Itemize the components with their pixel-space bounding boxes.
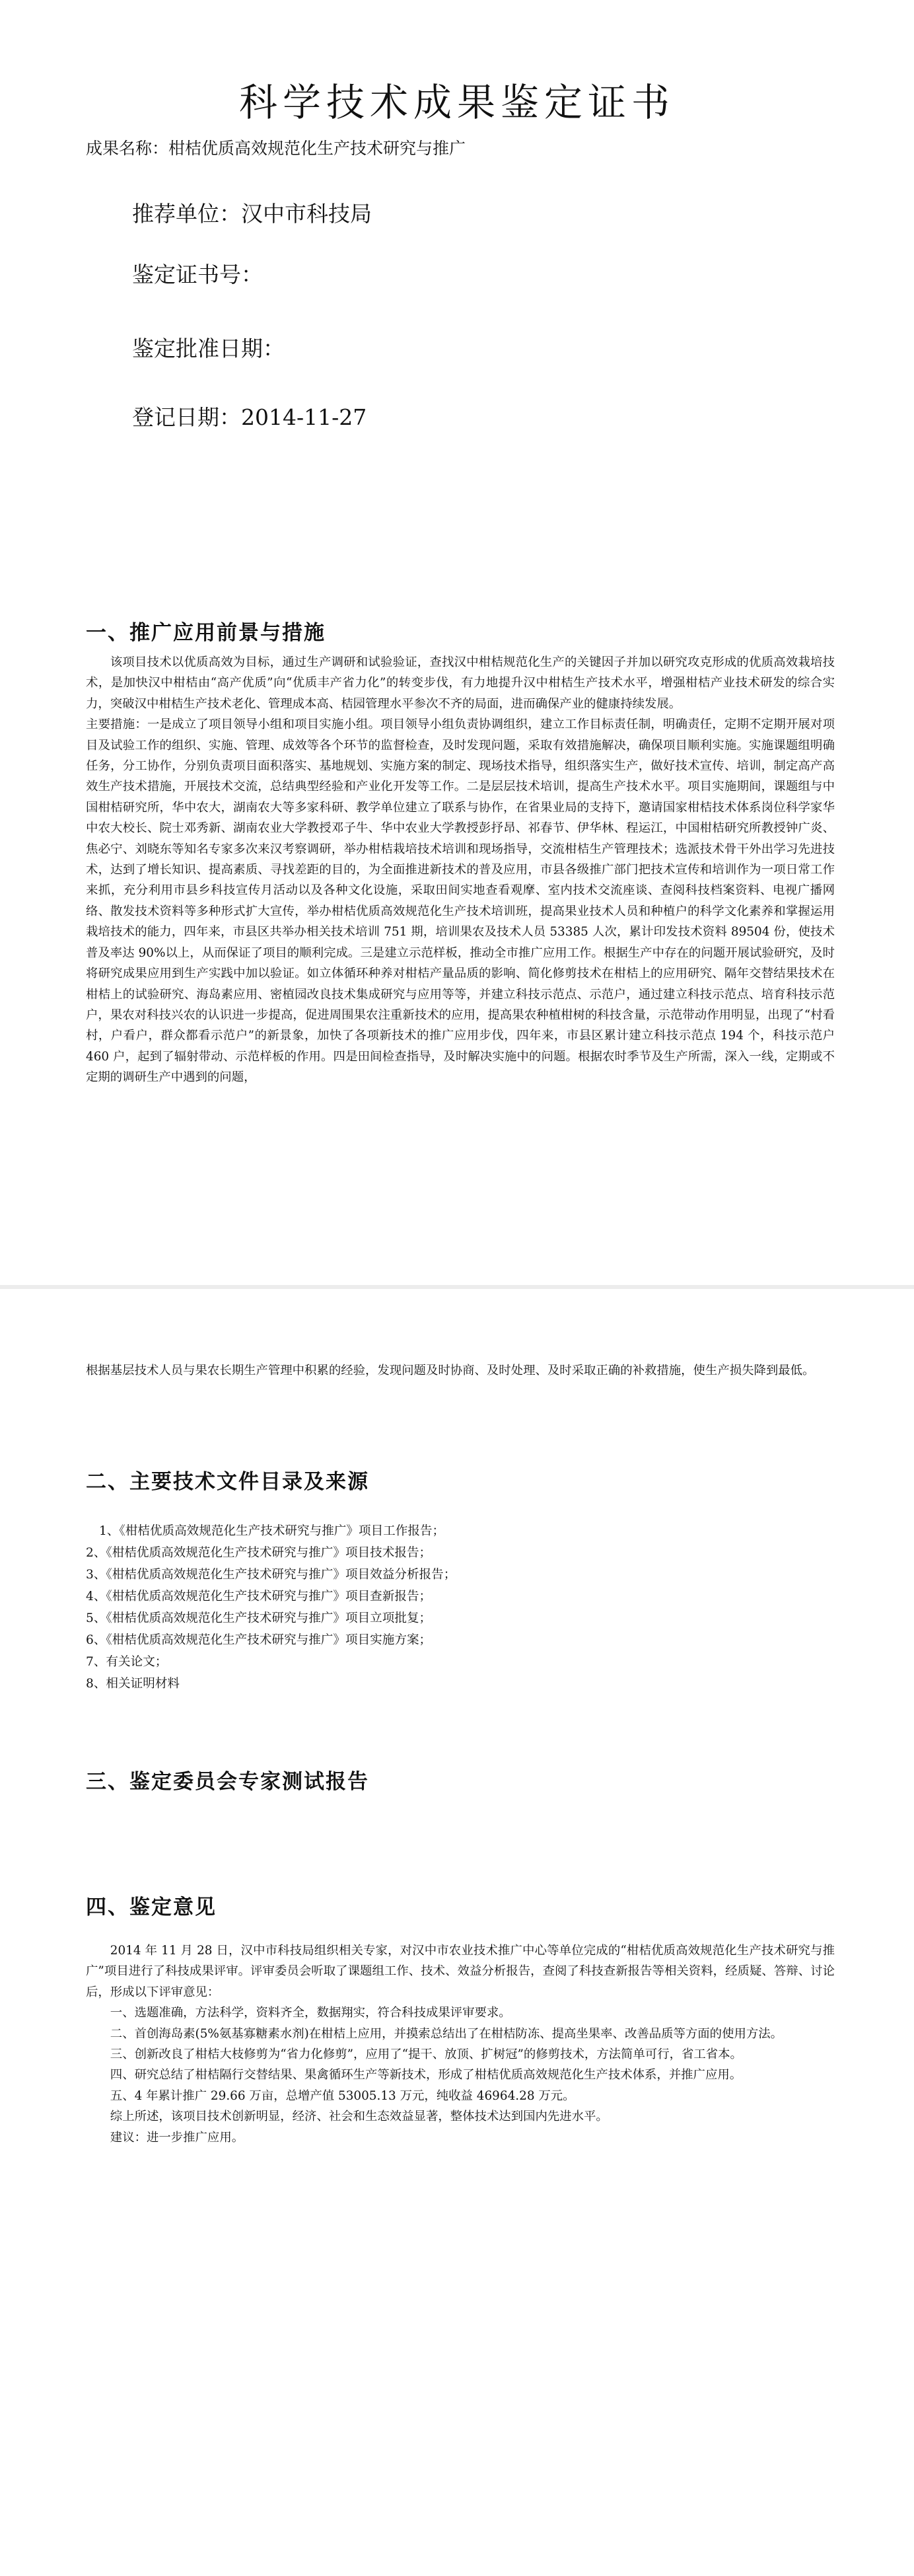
opinion-point: 四、研究总结了柑桔隔行交替结果、果禽循环生产等新技术，形成了柑桔优质高效规范化生产技术体系，并推广应用。 [110, 2068, 742, 2082]
document-title: 科学技术成果鉴定证书 [238, 80, 675, 125]
document-list-item: 6、《柑桔优质高效规范化生产技术研究与推广》项目实施方案； [86, 1633, 432, 1647]
measures-continued [86, 1360, 835, 1381]
opinion-point: 一、选题准确，方法科学，资料齐全，数据翔实，符合科技成果评审要求。 [110, 2006, 511, 2020]
opinion-intro-paragraph: 2014 年 11 月 28 日，汉中市科技局组织相关专家，对汉中市农业技术推广中心等单位完成的“柑桔优质高效规范化生产技术研究与推广”项目进行了科技成果评审。评审委员会听取了课题组工作、技术、效益分析报告，查阅了科技查新报告等相关资料，经质疑、答辩、讨论后，形成以下评审意见： [86, 1944, 835, 1999]
recommender: 推荐单位：汉中市科技局 [132, 201, 372, 227]
document-list-item: 4、《柑桔优质高效规范化生产技术研究与推广》项目查新报告； [86, 1590, 432, 1603]
section-heading-prospects: 一、推广应用前景与措施 [86, 621, 326, 645]
document-list-item: 8、相关证明材料 [86, 1677, 180, 1691]
certificate-page-2 [0, 1289, 914, 2576]
document-list-item: 7、有关论文； [86, 1655, 168, 1669]
document-list [86, 1520, 835, 1695]
opinion-point: 三、创新改良了柑桔大枝修剪为“省力化修剪”，应用了“提干、放顶、扩树冠”的修剪技术，方法简单可行，省工省本。 [110, 2047, 742, 2062]
certificate-page-1 [0, 0, 914, 1285]
opinion-conclusion: 综上所述，该项目技术创新明显，经济、社会和生态效益显著，整体技术达到国内先进水平。 [110, 2110, 608, 2124]
certificate-number: 鉴定证书号： [132, 262, 263, 287]
register-date: 登记日期：2014-11-27 [132, 404, 367, 430]
section-prospects-body [86, 652, 835, 1088]
opinion-body [86, 1940, 835, 2148]
result-name: 成果名称：柑桔优质高效规范化生产技术研究与推广 [86, 139, 466, 158]
measures-continued-paragraph: 根据基层技术人员与果农长期生产管理中积累的经验，发现问题及时协商、及时处理、及时采取正确的补救措施，使生产损失降到最低。 [86, 1364, 815, 1378]
document-list-item: 1、《柑桔优质高效规范化生产技术研究与推广》项目工作报告； [99, 1524, 445, 1538]
section-heading-opinion: 四、鉴定意见 [86, 1895, 217, 1919]
section-heading-documents: 二、主要技术文件目录及来源 [86, 1470, 369, 1494]
opinion-point: 二、首创海岛素(5%氨基寡糖素水剂)在柑桔上应用，并摸索总结出了在柑桔防冻、提高坐果率、改善品质等方面的使用方法。 [110, 2026, 783, 2041]
approval-date: 鉴定批准日期： [132, 336, 285, 361]
opinion-point: 五、4 年累计推广 29.66 万亩，总增产值 53005.13 万元，纯收益 46964.28 万元。 [110, 2088, 575, 2103]
measures-paragraph: 主要措施：一是成立了项目领导小组和项目实施小组。项目领导小组负责协调组织，建立工作目标责任制，明确责任，定期不定期开展对项目及试验工作的组织、实施、管理、成效等各个环节的监督检查，及时发现问题，采取有效措施解决，确保项目顺利实施。实施课题组明确任务，分工协作，分别负责项目面积落实、基地规划、实施方案的制定、现场技术指导，组织落实生产，做好技术宣传、培训，制定高产高效生产技术措施，开展技术交流，总结典型经验和产业化开发等工作。二是层层技术培训，提高生产技术水平。项目实施期间，课题组与中国柑桔研究所，华中农大，湖南农大等多家科研、教学单位建立了联系与协作，在省果业局的支持下，邀请国家柑桔技术体系岗位科学家华中农大校长、院士邓秀新、湖南农业大学教授邓子牛、华中农业大学教授彭抒昂、祁春节、伊华林、程运江，中国柑桔研究所教授钟广炎、焦必宁、刘晓东等知名专家多次来汉考察调研，举办柑桔栽培技术培训和现场指导，交流柑桔生产管理技术；选派技术骨干外出学习先进技术，达到了增长知识、提高素质、寻找差距的目的，为全面推进新技术的普及应用，市县各级推广部门把技术宣传和培训作为一项日常工作来抓，充分利用市县乡科技宣传月活动以及各种文化设施，采取田间实地查看观摩、室内技术交流座谈、查阅科技档案资料、电视广播网络、散发技术资料等多种形式扩大宣传，举办柑桔优质高效规范化生产技术培训班，提高果业技术人员和种植户的科学文化素养和掌握运用栽培技术的能力，四年来，市县区共举办相关技术培训 751 期，培训果农及技术人员 53385 人次，累计印发技术资料 89504 份，使技术普及率达 90%以上，从而保证了项目的顺利完成。三是建立示范样板，推动全市推广应用工作。根据生产中存在的问题开展试验研究，及时将研究成果应用到生产实践中加以验证。如立体循环种养对柑桔产量品质的影响、简化修剪技术在柑桔上的应用研究、隔年交替结果技术在柑桔上的试验研究、海岛素应用、密植园改良技术集成研究与应用等等，并建立科技示范点、示范户，通过建立科技示范点、培育科技示范户，果农对科技兴农的认识进一步提高，促进周围果农注重新技术的应用，提高果农种植柑树的科技含量，示范带动作用明显，出现了“村看村，户看户，群众都看示范户”的新景象，加快了各项新技术的推广应用步伐，四年来，市县区累计建立科技示范点 194 个，科技示范户 460 户，起到了辐射带动、示范样板的作用。四是田间检查指导，及时解决实施中的问题。根据农时季节及生产所需，深入一线，定期或不定期的调研生产中遇到的问题， [86, 718, 835, 1085]
document-list-item: 2、《柑桔优质高效规范化生产技术研究与推广》项目技术报告； [86, 1546, 432, 1560]
section-heading-expert-test: 三、鉴定委员会专家测试报告 [86, 1770, 369, 1794]
prospects-intro-paragraph: 该项目技术以优质高效为目标，通过生产调研和试验验证，查找汉中柑桔规范化生产的关键因子并加以研究攻克形成的优质高效栽培技术，是加快汉中柑桔由“高产优质”向“优质丰产省力化”的转变步伐，有力地提升汉中柑桔生产技术水平，增强柑桔产业技术研发的综合实力，突破汉中柑桔生产技术老化、管理成本高、桔园管理水平参次不齐的局面，进而确保产业的健康持续发展。 [86, 655, 835, 711]
document-list-item: 5、《柑桔优质高效规范化生产技术研究与推广》项目立项批复； [86, 1611, 432, 1625]
opinion-suggestion: 建议：进一步推广应用。 [110, 2130, 244, 2145]
document-list-item: 3、《柑桔优质高效规范化生产技术研究与推广》项目效益分析报告； [86, 1568, 456, 1582]
